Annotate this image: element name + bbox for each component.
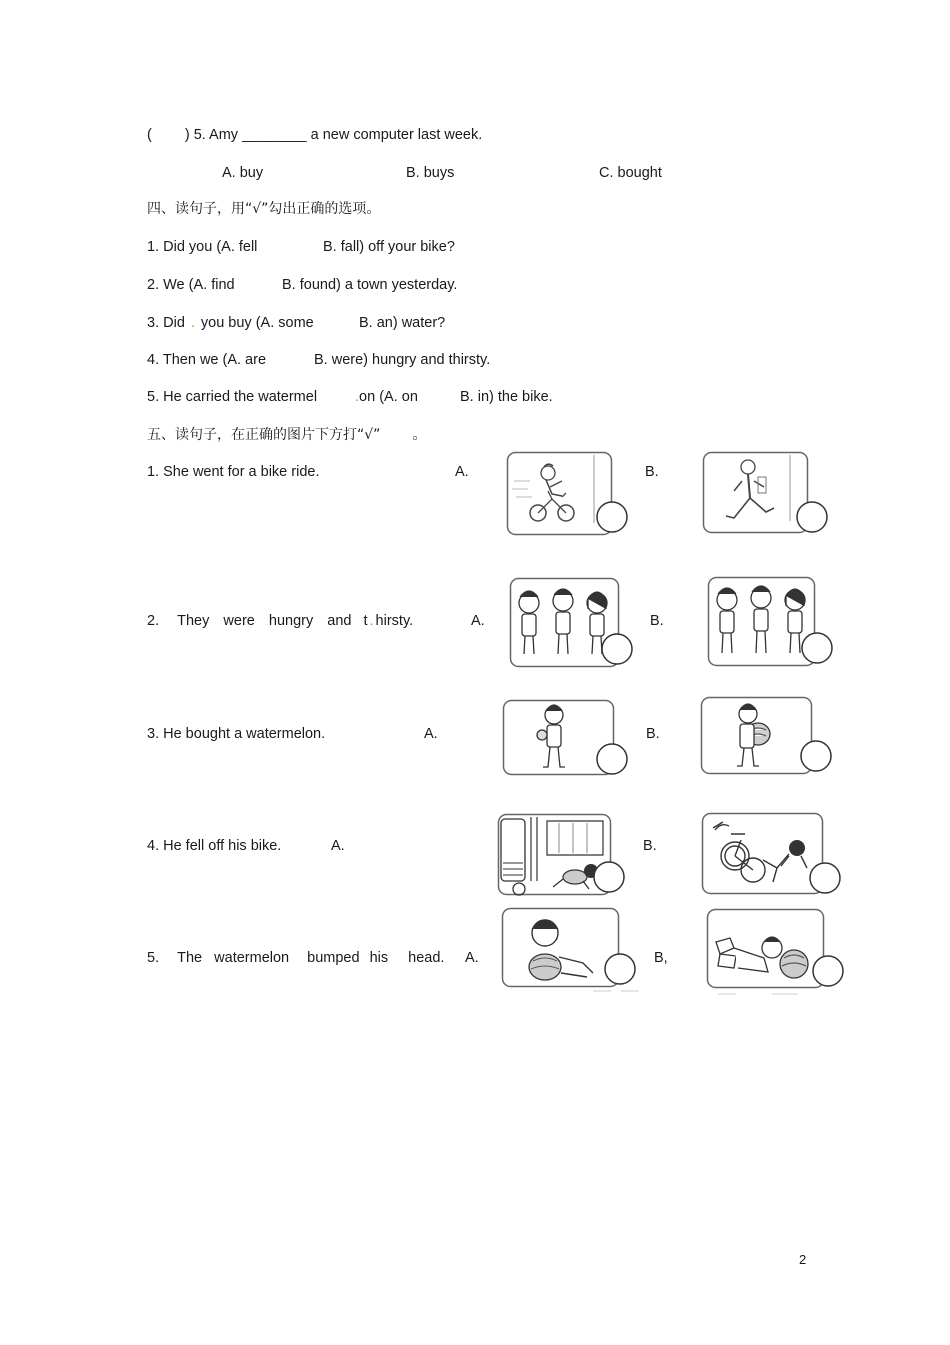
section5-heading-end: 。 [412, 427, 427, 443]
s5-item-2-picture-b [707, 576, 835, 670]
s5-item-2-b-label: B. [650, 613, 664, 629]
s5-item-2-word-2: They [177, 613, 210, 629]
s5-item-2-word-3: were [223, 613, 255, 629]
s5-item-1-picture-a [506, 451, 630, 539]
section4-heading: 四、读句子，用“√”勾出正确的选项。 [147, 201, 381, 217]
s4-item-5-a-post: on (A. on [359, 389, 418, 405]
section5-heading [147, 426, 426, 444]
s5-item-5-word-2: The [177, 950, 203, 966]
s4-item-3-a-post: you buy (A. some [200, 315, 314, 331]
s4-item-5-b: B. in) the bike. [460, 389, 553, 405]
s5-item-1-a-label: A. [455, 464, 469, 480]
s4-item-4-a: 4. Then we (A. are [147, 352, 267, 368]
s5-item-5-picture-a [501, 907, 641, 995]
s5-item-2-word-1: 2. [147, 613, 160, 629]
s5-item-5-b-label: B, [654, 950, 668, 966]
s4-item-5-a-pre: 5. He carried the watermel [147, 389, 318, 405]
s4-item-3-b: B. an) water? [359, 315, 446, 331]
s4-item-2-b: B. found) a town yesterday. [282, 277, 458, 293]
s4-item-5-a: 5. He carried the watermel .on (A. on [147, 389, 418, 405]
s5-item-2-sentence: 2. They were hungry and t . hirsty. [147, 613, 414, 629]
s5-item-5-word-6: head. [408, 950, 445, 966]
s5-item-3-b-label: B. [646, 726, 660, 742]
s5-item-3-picture-b [700, 696, 836, 778]
s5-item-1-sentence: 1. She went for a bike ride. [147, 464, 320, 480]
s5-item-5-word-1: 5. [147, 950, 160, 966]
q5-stem: 5. Amy ________ a new computer last week. [193, 127, 483, 143]
q5-answer-paren-close: ) [184, 127, 190, 143]
s5-item-5-sentence [147, 949, 444, 967]
s5-item-4-picture-b [701, 812, 845, 896]
section5-heading-text: 五、读句子，在正确的图片下方打“√” [147, 427, 381, 443]
q5-answer-paren-open: ( [147, 127, 152, 143]
q5-option-c: C. bought [599, 165, 662, 181]
s5-item-5-word-5: his [369, 950, 389, 966]
s5-item-2-tail: hirsty. [375, 613, 414, 629]
s5-item-4-b-label: B. [643, 838, 657, 854]
s5-item-2-word-4: hungry [268, 613, 314, 629]
s5-item-5-a-label: A. [465, 950, 479, 966]
s5-item-2-word-5: and [327, 613, 352, 629]
s5-item-3-picture-a [502, 699, 632, 779]
s5-item-4-a-label: A. [331, 838, 345, 854]
s5-item-2-word-6: t [363, 613, 368, 629]
s4-item-1-b: B. fall) off your bike? [323, 239, 455, 255]
q5-row [147, 126, 482, 144]
page-number: 2 [799, 1252, 807, 1267]
q5-option-a: A. buy [222, 165, 264, 181]
s5-item-5-word-4: bumped [307, 950, 360, 966]
s5-item-2-a-label: A. [471, 613, 485, 629]
s4-item-3-a: 3. Did . you buy (A. some [147, 315, 314, 331]
s4-item-4-b: B. were) hungry and thirsty. [314, 352, 491, 368]
s5-item-4-picture-a [497, 813, 629, 899]
s4-item-1-a: 1. Did you (A. fell [147, 239, 258, 255]
s5-item-1-b-label: B. [645, 464, 659, 480]
s5-item-1-picture-b [702, 451, 826, 537]
q5-option-b: B. buys [406, 165, 455, 181]
s5-item-3-sentence: 3. He bought a watermelon. [147, 726, 326, 742]
s5-item-5-word-3: watermelon [214, 950, 290, 966]
s4-item-3-a-pre: 3. Did [147, 315, 185, 331]
s5-item-4-sentence: 4. He fell off his bike. [147, 838, 282, 854]
s4-item-2-a: 2. We (A. find [147, 277, 235, 293]
s5-item-2-picture-a [509, 577, 637, 671]
s5-item-5-picture-b [706, 908, 848, 996]
s5-item-3-a-label: A. [424, 726, 438, 742]
